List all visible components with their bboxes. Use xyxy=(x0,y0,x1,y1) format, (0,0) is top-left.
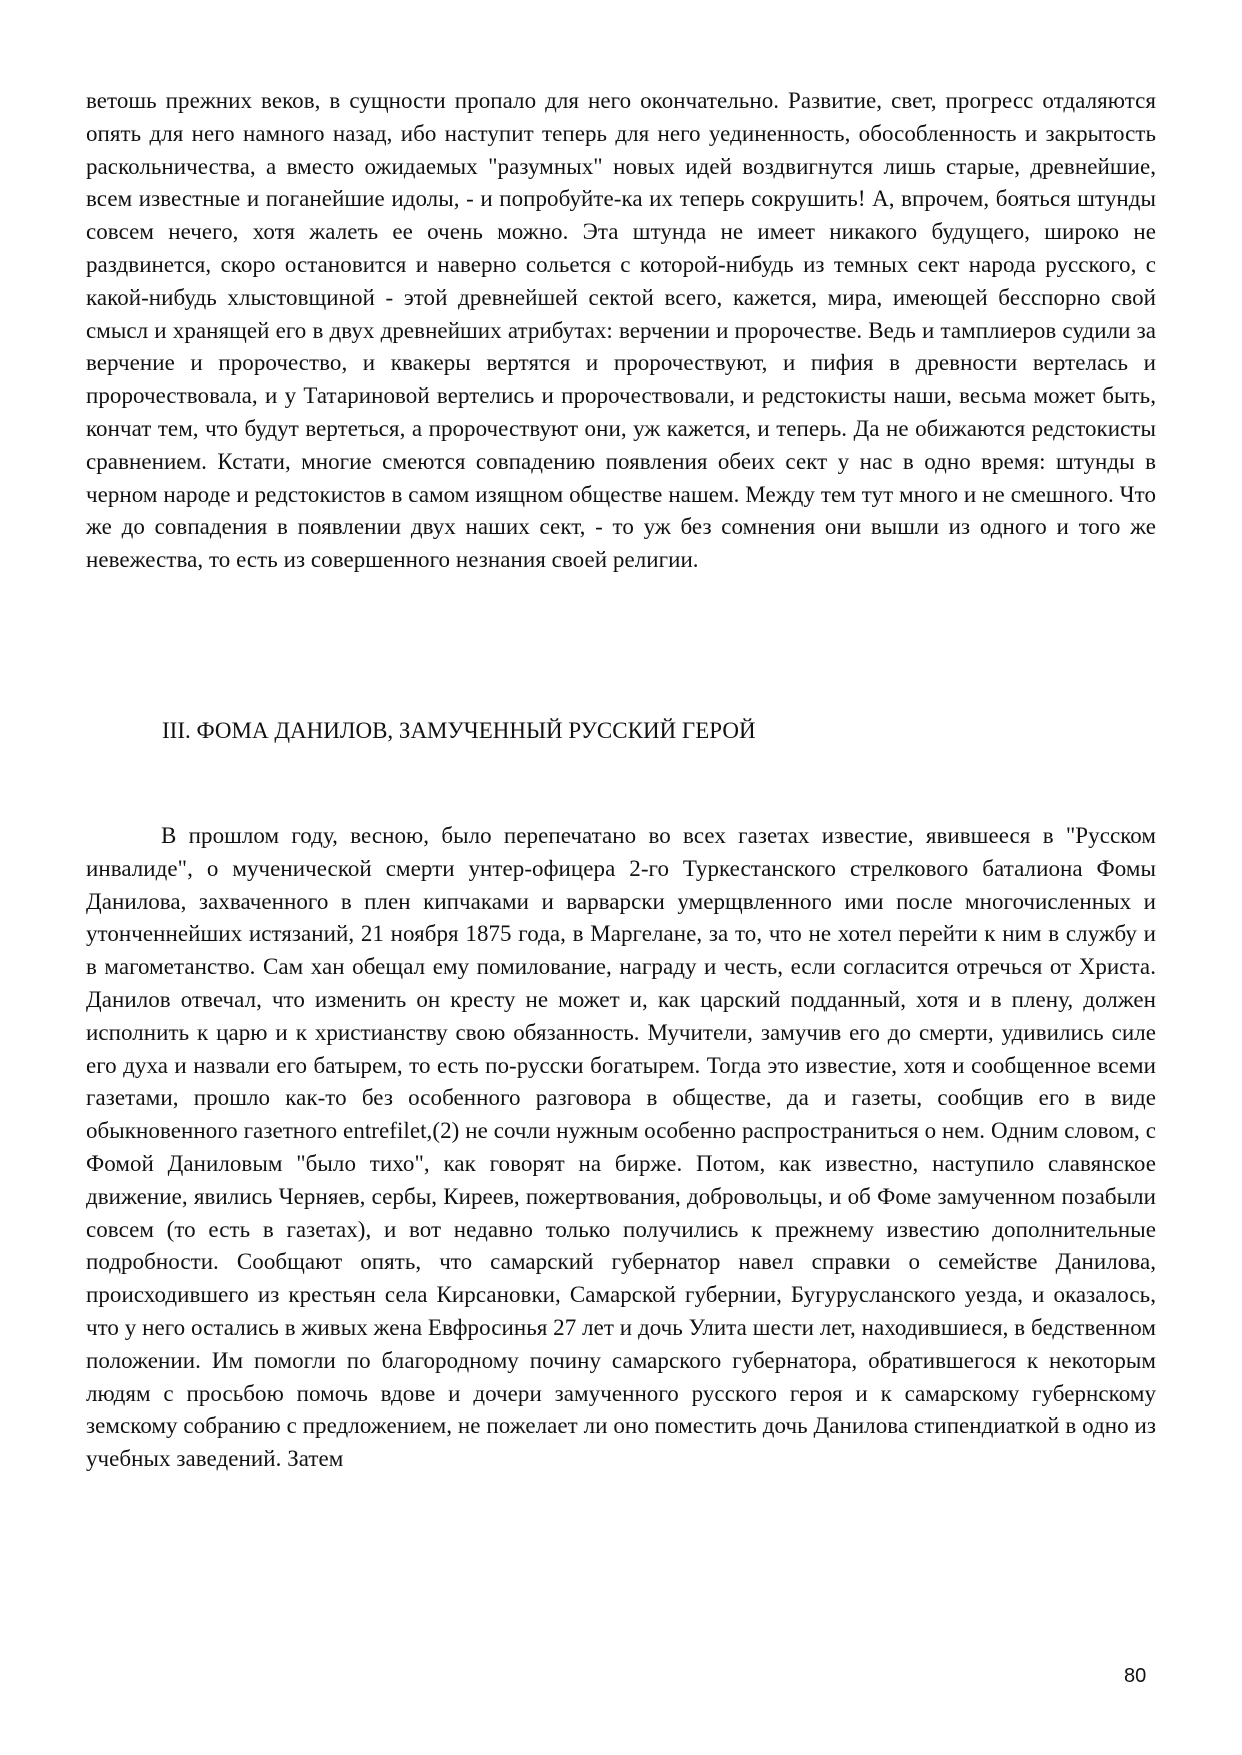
chapter-heading: III. ФОМА ДАНИЛОВ, ЗАМУЧЕННЫЙ РУССКИЙ ГЕРОЙ xyxy=(162,718,756,743)
page-number: 80 xyxy=(1124,1665,1147,1687)
paragraph-chapter-start: В прошлом году, весною, было перепечатано во всех газетах известие, явившееся в "Русском инвалиде", о мученической смерти унтер-офицера 2-го Туркестанского стрелкового баталиона Фомы Данилова, захваченного в плен кипчаками и варварски умерщвленного ими после многочисленных и утонченнейших истязаний, 21 ноября 1875 года, в Маргелане, за то, что не хотел перейти к ним в службу и в магометанство. Сам хан обещал ему помилование, награду и честь, если согласится отречься от Христа. Данилов отвечал, что изменить он кресту не может и, как царский подданный, хотя и в плену, должен исполнить к царю и к христианству свою обязанность. Мучители, замучив его до смерти, удивились силе его духа и назвали его батырем, то есть по-русски богатырем. Тогда это известие, хотя и сообщенное всеми газетами, прошло как-то без особенного разговора в обществе, да и газеты, сообщив его в виде обыкновенного газетного entrefilet,(2) не сочли нужным особенно распространиться о нем. Одним словом, с Фомой Даниловым "было тихо", как говорят на бирже. Потом, как известно, наступило славянское движение, явились Черняев, сербы, Киреев, пожертвования, добровольцы, и об Фоме замученном позабыли совсем (то есть в газетах), и вот недавно только получились к прежнему известию дополнительные подробности. Сообщают опять, что самарский губернатор навел справки о семействе Данилова, происходившего из крестьян села Кирсановки, Самарской губернии, Бугурусланского уезда, и оказалось, что у него остались в живых жена Евфросинья 27 лет и дочь Улита шести лет, находившиеся, в бедственном положении. Им помогли по благородному почину самарского губернатора, обратившегося к некоторым людям с просьбою помочь вдове и дочери замученного русского героя и к самарскому губернскому земскому собранию с предложением, не пожелает ли оно поместить дочь Данилова стипендиаткой в одно из учебных заведений. Затем xyxy=(86,823,1156,1472)
paragraph-continuation: ветошь прежних веков, в сущности пропало для него окончательно. Развитие, свет, прогресс отдаляются опять для него намного назад, ибо наступит теперь для него уединенность, обособленность и закрытость раскольничества, а вместо ожидаемых "разумных" новых идей воздвигнутся лишь старые, древнейшие, всем известные и поганейшие идолы, - и попробуйте-ка их теперь сокрушить! А, впрочем, бояться штунды совсем нечего, хотя жалеть ее очень можно. Эта штунда не имеет никакого будущего, широко не раздвинется, скоро остановится и наверно сольется с которой-нибудь из темных сект народа русского, с какой-нибудь хлыстовщиной - этой древнейшей сектой всего, кажется, мира, имеющей бесспорно свой смысл и хранящей его в двух древнейших атрибутах: верчении и пророчестве. Ведь и тамплиеров судили за верчение и пророчество, и квакеры вертятся и пророчествуют, и пифия в древности вертелась и пророчествовала, и у Татариновой вертелись и пророчествовали, и редстокисты наши, весьма может быть, кончат тем, что будут вертеться, а пророчествуют они, уж кажется, и теперь. Да не обижаются редстокисты сравнением. Кстати, многие смеются совпадению появления обеих сект у нас в одно время: штунды в черном народе и редстокистов в самом изящном обществе нашем. Между тем тут много и не смешного. Что же до совпадения в появлении двух наших сект, - то уж без сомнения они вышли из одного и того же невежества, то есть из совершенного незнания своей религии. xyxy=(86,88,1156,573)
